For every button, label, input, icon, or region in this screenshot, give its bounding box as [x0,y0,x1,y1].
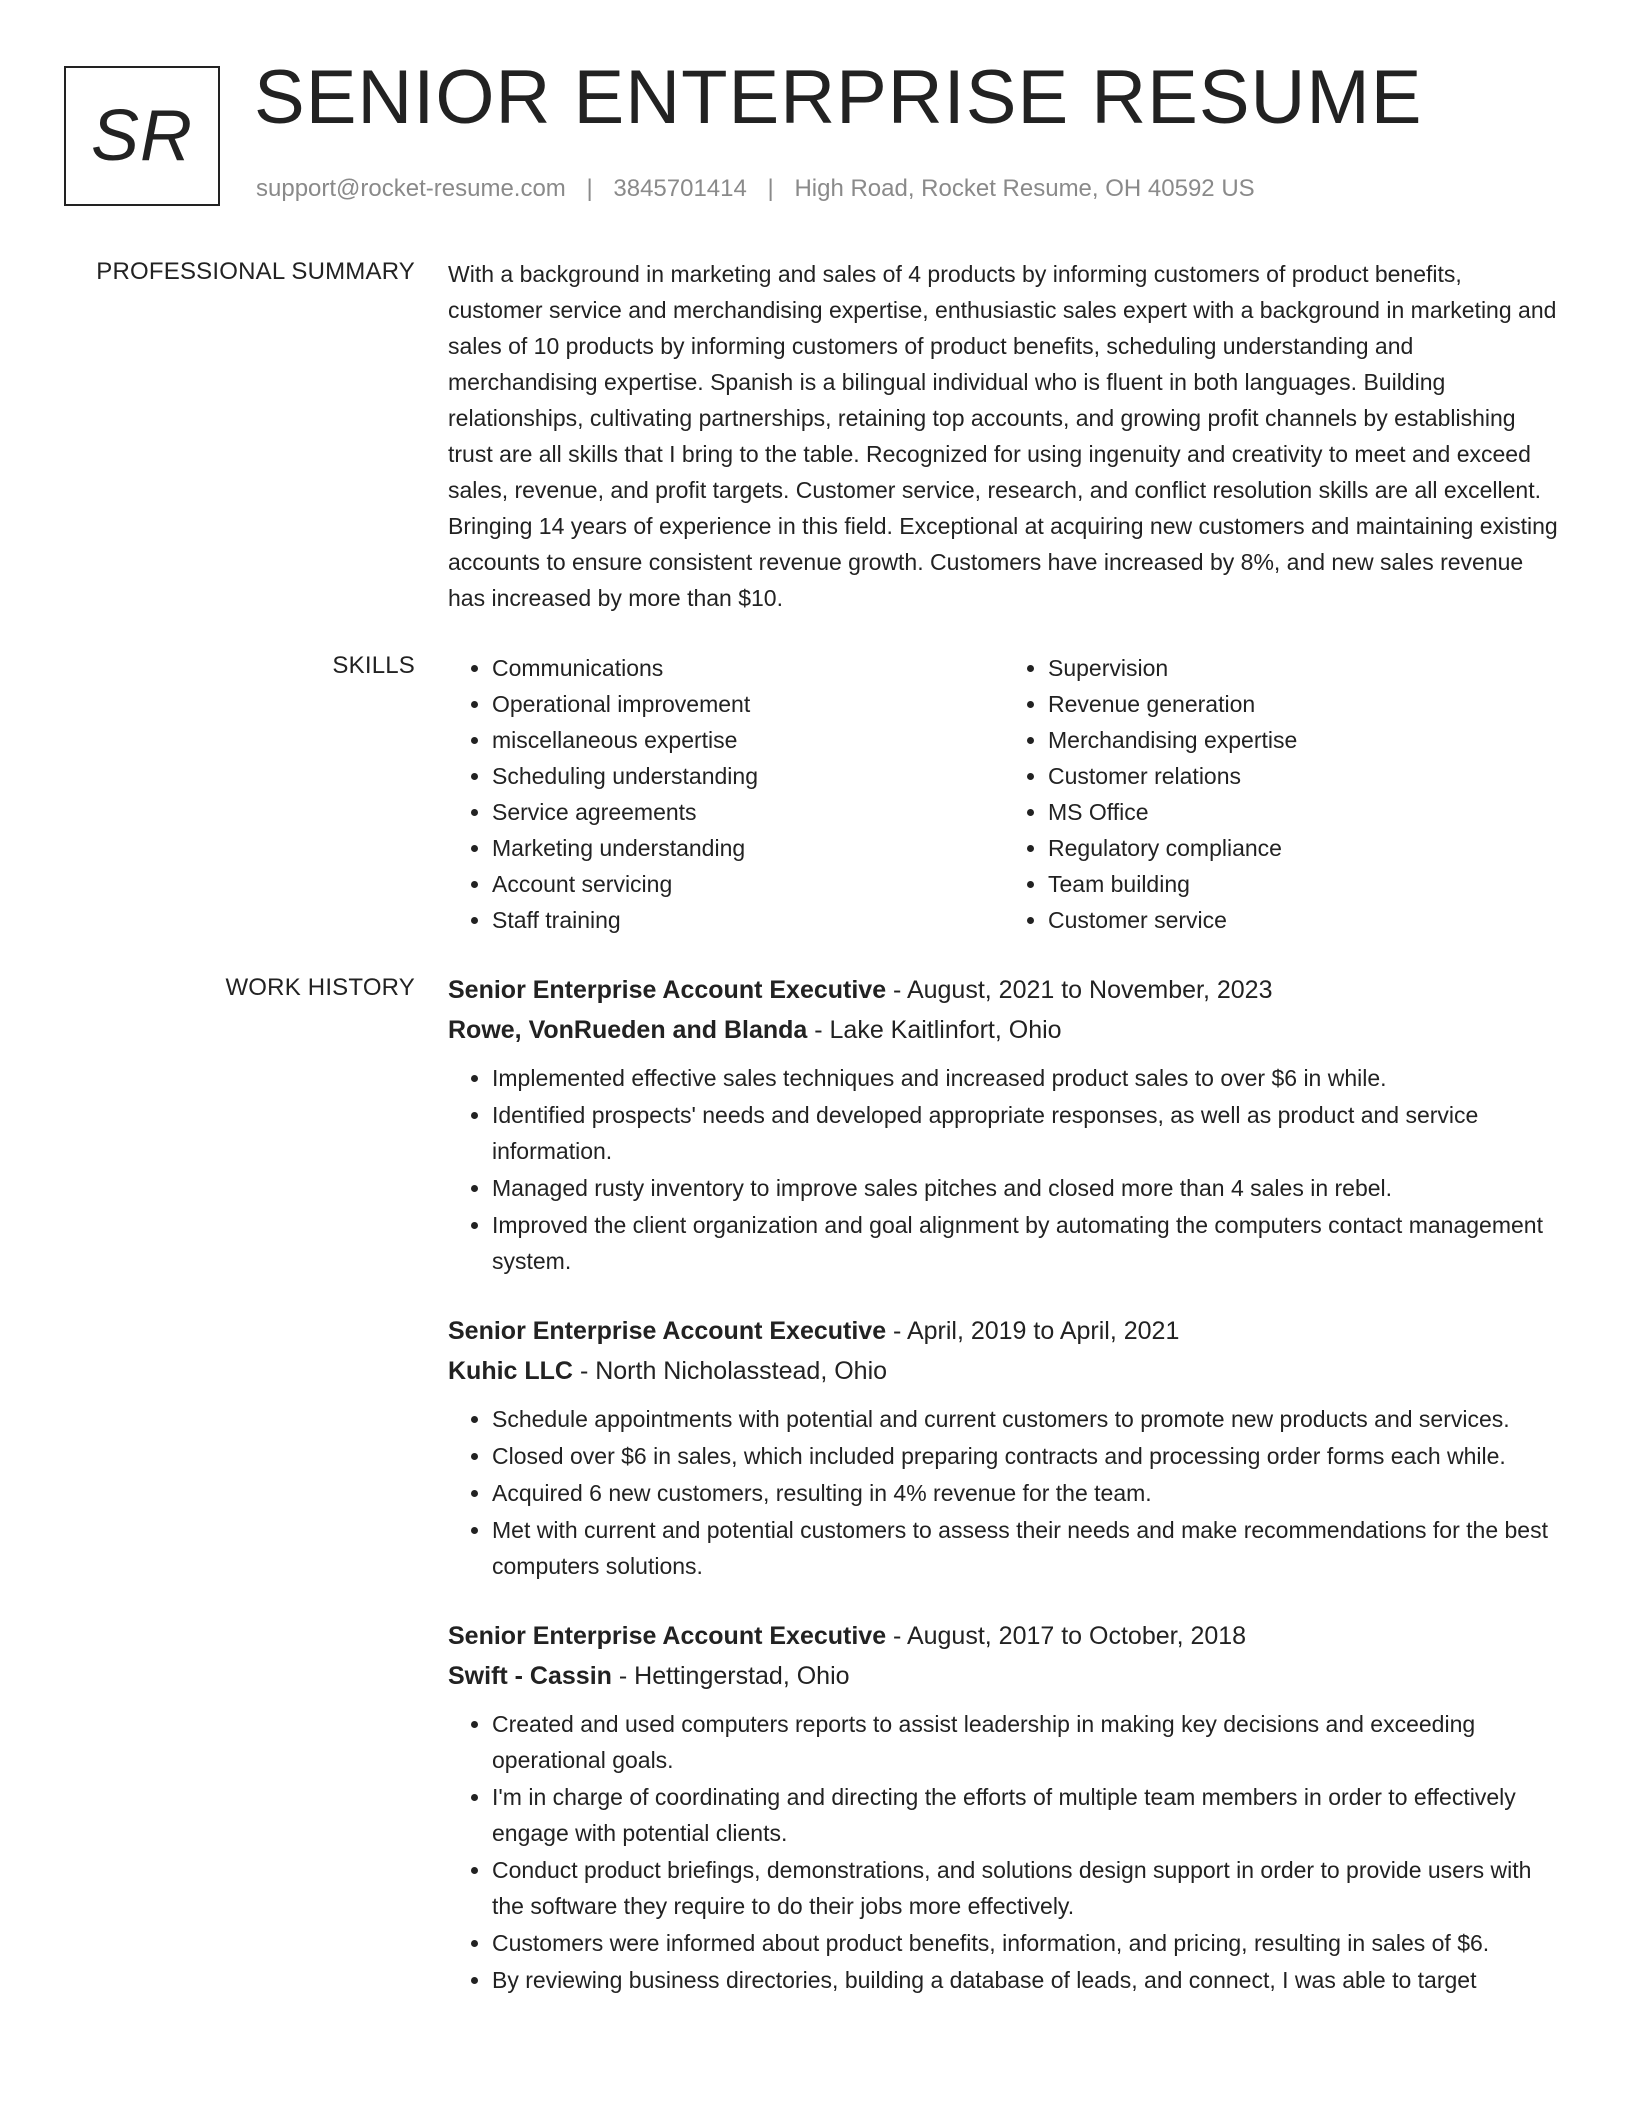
job-bullet: • By reviewing business directories, building a database of leads, and connect, I was able to target [492,1962,1560,1998]
contact-email[interactable]: support@rocket-resume.com [256,175,566,202]
job-bullet: • Met with current and potential customers to assess their needs and make recommendations for the best computers solutions. [492,1512,1560,1584]
job-title-line [448,970,1560,1010]
job-bullet: • Closed over $6 in sales, which included preparing contracts and processing order forms each while. [492,1438,1560,1474]
skill-item: • Scheduling understanding [492,758,1004,794]
skill-item: • Revenue generation [1048,686,1560,722]
job-location: - Lake Kaitlinfort, Ohio [807,1016,1062,1044]
job-bullet: • Managed rusty inventory to improve sales pitches and closed more than 4 sales in rebel. [492,1170,1560,1206]
job-location: - Hettingerstad, Ohio [611,1662,850,1690]
job-bullet-list [448,1401,1560,1584]
job-bullet-list [448,1060,1560,1279]
monogram-box [64,66,220,206]
job-title-line [448,1616,1560,1656]
job-dates: - August, 2017 to October, 2018 [886,1622,1247,1650]
resume-name: SENIOR ENTERPRISE RESUME [254,55,1423,140]
job-bullet: • Schedule appointments with potential and current customers to promote new products and services. [492,1401,1560,1437]
section-label-summary: PROFESSIONAL SUMMARY [96,258,415,285]
job-title: Senior Enterprise Account Executive [448,976,887,1004]
skill-item: • Service agreements [492,794,1004,830]
job-bullet: • Conduct product briefings, demonstrations, and solutions design support in order to provide users with the software they require to do their jobs more effectively. [492,1852,1560,1924]
job-bullet: • Implemented effective sales techniques and increased product sales to over $6 in while. [492,1060,1560,1096]
summary-text: With a background in marketing and sales of 4 products by informing customers of product benefits, customer service and merchandising expertise, enthusiastic sales expert with a background in marketing and sales of 10 products by informing customers of product benefits, scheduling understanding and merchandising expertise. Spanish is a bilingual individual who is fluent in both languages. Building relationships, cultivating partnerships, retaining top accounts, and growing profit channels by establishing trust are all skills that I bring to the table. Recognized for using ingenuity and creativity to meet and exceed sales, revenue, and profit targets. Customer service, research, and conflict resolution skills are all excellent. Bringing 14 years of experience in this field. Exceptional at acquiring new customers and maintaining existing accounts to ensure consistent revenue growth. Customers have increased by 8%, and new sales revenue has increased by more than $10. [448,261,1558,611]
skills-columns [448,650,1560,938]
job-entry [448,1311,1560,1584]
job-title: Senior Enterprise Account Executive [448,1317,887,1345]
contact-phone[interactable]: 3845701414 [613,175,747,202]
job-entry [448,1616,1560,1998]
job-location: - North Nicholasstead, Ohio [573,1357,888,1385]
job-company-line [448,1010,1560,1050]
job-bullet: • Customers were informed about product benefits, information, and pricing, resulting in sales of $6. [492,1925,1560,1961]
skill-item: • Staff training [492,902,1004,938]
skill-item: • Marketing understanding [492,830,1004,866]
skill-item: • miscellaneous expertise [492,722,1004,758]
job-company: Swift - Cassin [448,1662,612,1690]
job-bullet: • Improved the client organization and goal alignment by automating the computers contact management system. [492,1207,1560,1279]
skill-item: • Merchandising expertise [1048,722,1560,758]
job-bullet: • Acquired 6 new customers, resulting in 4% revenue for the team. [492,1475,1560,1511]
skills-body [448,650,1560,938]
job-bullet-list [448,1706,1560,1998]
skill-item: • Communications [492,650,1004,686]
skill-item: • MS Office [1048,794,1560,830]
skill-item: • Supervision [1048,650,1560,686]
skill-item: • Customer service [1048,902,1560,938]
job-company: Kuhic LLC [448,1357,573,1385]
skills-list-left [448,650,1004,938]
skill-item: • Regulatory compliance [1048,830,1560,866]
skills-list-right [1004,650,1560,938]
skill-item: • Team building [1048,866,1560,902]
job-company-line [448,1351,1560,1391]
job-title-line [448,1311,1560,1351]
job-bullet: • Created and used computers reports to assist leadership in making key decisions and exceeding operational goals. [492,1706,1560,1778]
work-body [448,970,1560,2030]
summary-body [448,256,1560,616]
skill-item: • Operational improvement [492,686,1004,722]
monogram-initials: SR [90,96,194,176]
job-company-line [448,1656,1560,1696]
section-label-skills: SKILLS [332,652,415,679]
job-entry [448,970,1560,1279]
section-label-work: WORK HISTORY [225,974,415,1001]
contact-line [256,175,1255,203]
job-title: Senior Enterprise Account Executive [448,1622,887,1650]
contact-separator: | [586,175,593,202]
contact-separator: | [767,175,774,202]
contact-address: High Road, Rocket Resume, OH 40592 US [794,175,1255,202]
skill-item: • Account servicing [492,866,1004,902]
job-dates: - April, 2019 to April, 2021 [886,1317,1180,1345]
job-bullet: • Identified prospects' needs and developed appropriate responses, as well as product and service information. [492,1097,1560,1169]
job-bullet: • I'm in charge of coordinating and directing the efforts of multiple team members in order to effectively engage with potential clients. [492,1779,1560,1851]
job-company: Rowe, VonRueden and Blanda [448,1016,808,1044]
skill-item: • Customer relations [1048,758,1560,794]
job-dates: - August, 2021 to November, 2023 [886,976,1273,1004]
